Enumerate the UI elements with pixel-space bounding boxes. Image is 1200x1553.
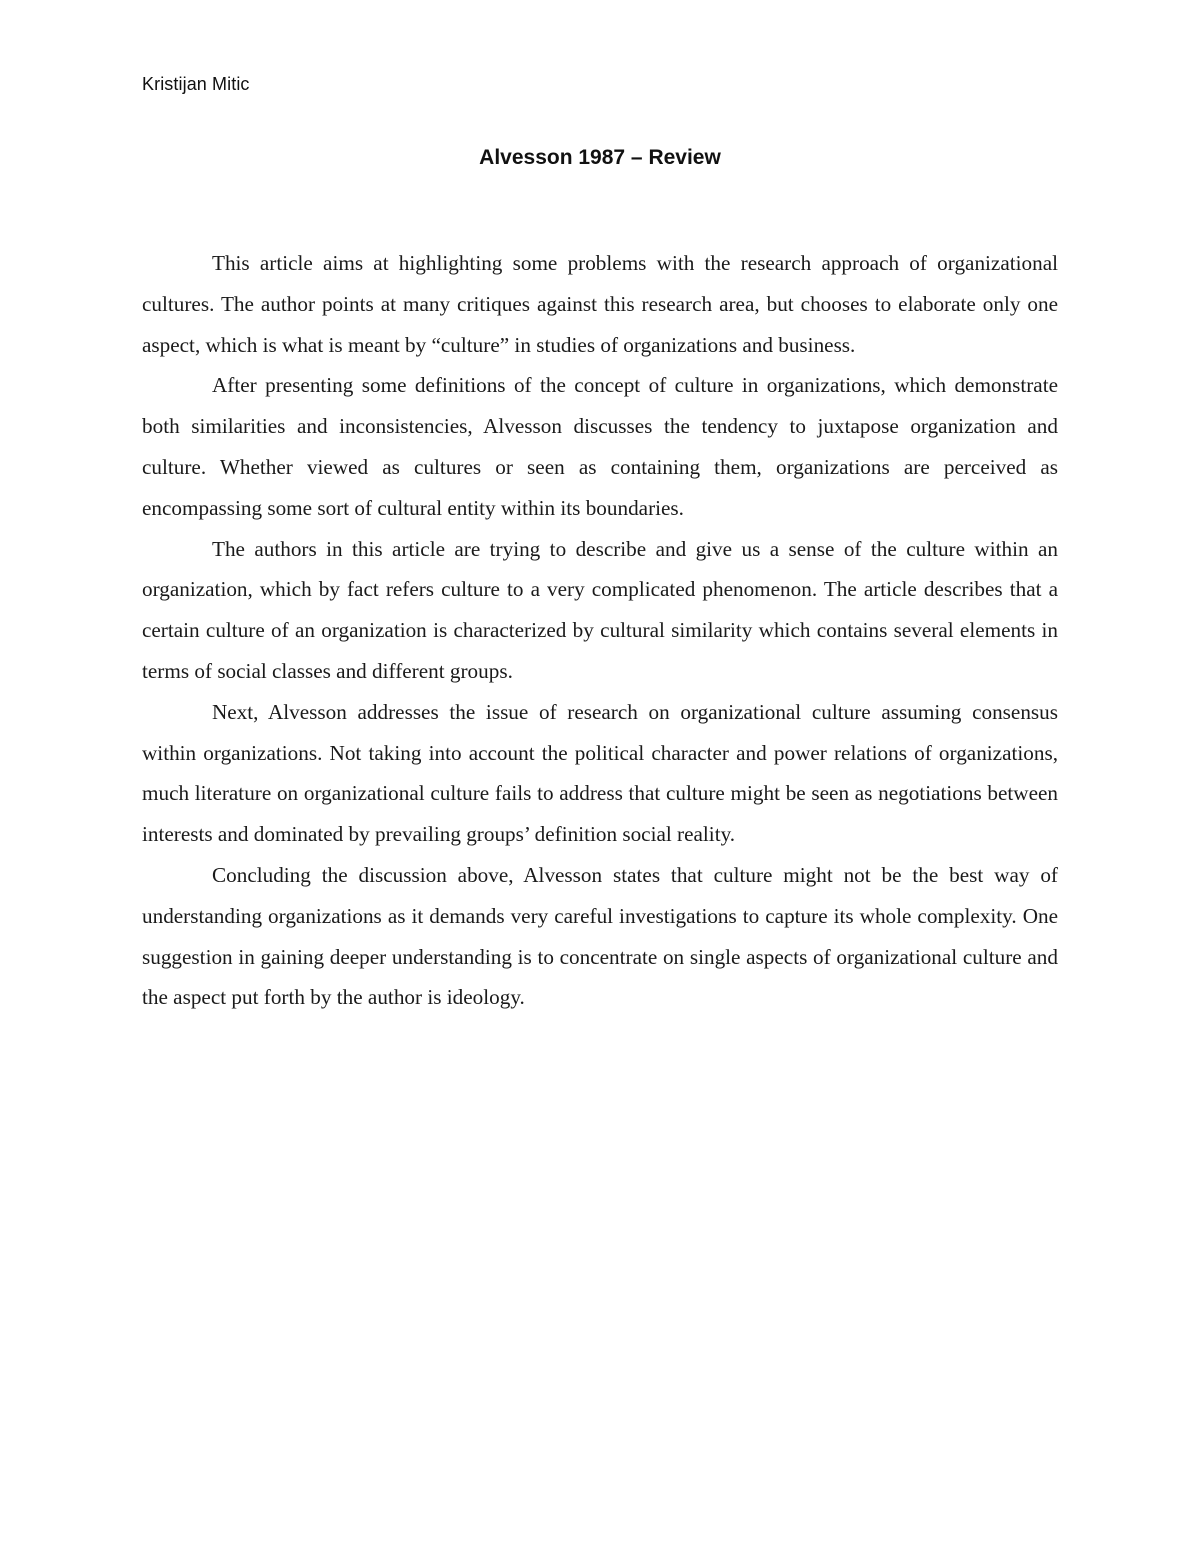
paragraph-4: Next, Alvesson addresses the issue of research on organizational culture assuming consensus within organizations. Not taking into account the political character and power relations of organizations, much literature on organizational culture fails to address that culture might be seen as negotiations between interests and dominated by prevailing groups’ definition social reality. [142, 699, 1058, 847]
paragraph-5: Concluding the discussion above, Alvesson states that culture might not be the best way of understanding organizations as it demands very careful investigations to capture its whole complexity. One suggestion in gaining deeper understanding is to concentrate on single aspects of organizational culture and the aspect put forth by the author is ideology. [142, 862, 1058, 1010]
document-title: Alvesson 1987 – Review [479, 146, 721, 169]
paragraph-3: The authors in this article are trying to describe and give us a sense of the culture within an organization, which by fact refers culture to a very complicated phenomenon. The article describes that a certain culture of an organization is characterized by cultural similarity which contains several elements in terms of social classes and different groups. [142, 536, 1058, 683]
author-name: Kristijan Mitic [142, 74, 250, 94]
paragraph-2: After presenting some definitions of the concept of culture in organizations, which demonstrate both similarities and inconsistencies, Alvesson discusses the tendency to juxtapose organization and culture. Whether viewed as cultures or seen as containing them, organizations are perceived as encompassing some sort of cultural entity within its boundaries. [142, 373, 1058, 520]
paragraph-1: This article aims at highlighting some problems with the research approach of organizational cultures. The author points at many critiques against this research area, but chooses to elaborate only one aspect, which is what is meant by “culture” in studies of organizations and business. [142, 251, 1058, 357]
document-body [142, 243, 1058, 1018]
